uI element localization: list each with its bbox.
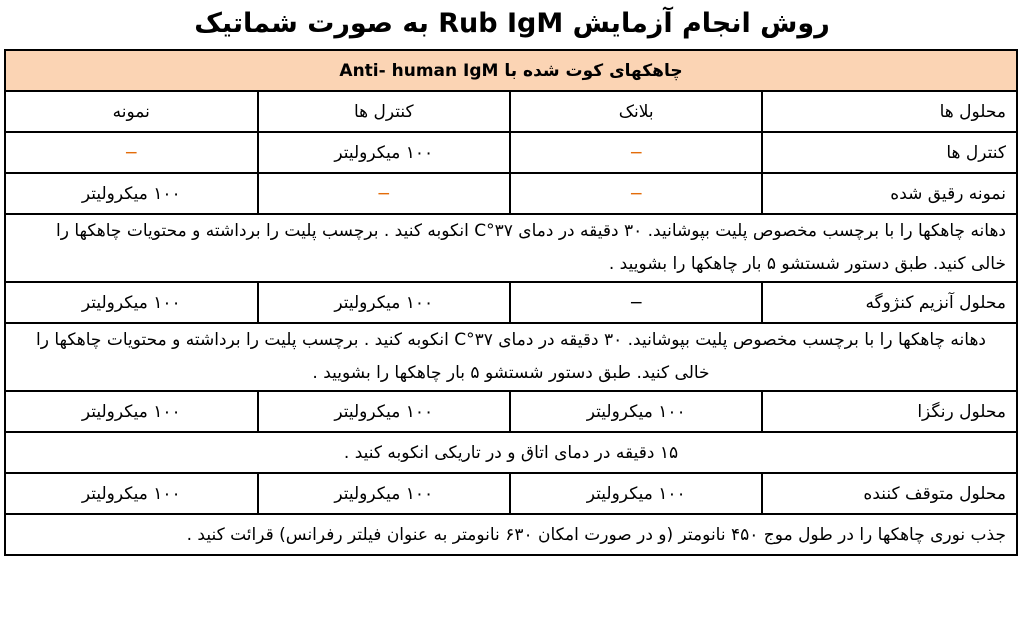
table-row-instruction-4 (5, 514, 1017, 555)
instruction-text: دهانه چاهکها را با برچسب مخصوص پلیت بپوشانید. ۳۰ دقیقه در دمای ۳۷°C انکوبه کنید . برچسب پلیت را برداشته و محتویات چاهکها را خالی کنید. طبق دستور شستشو ۵ بار چاهکها را بشویید . (5, 323, 1017, 391)
volume-cell: ۱۰۰ میکرولیتر (258, 282, 510, 323)
dash-cell: − (510, 282, 762, 323)
table-row-enzyme (5, 282, 1017, 323)
instruction-text: جذب نوری چاهکها را در طول موج ۴۵۰ نانومتر (و در صورت امکان ۶۳۰ نانومتر به عنوان فیلتر رفرانس) قرائت کنید . (5, 514, 1017, 555)
column-header-solutions: محلول ها (762, 91, 1017, 132)
volume-cell: ۱۰۰ میکرولیتر (258, 473, 510, 514)
dash-cell: − (5, 132, 258, 173)
table-header: چاهکهای کوت شده با Anti- human IgM (5, 50, 1017, 91)
volume-cell: ۱۰۰ میکرولیتر (510, 391, 762, 432)
row-label: کنترل ها (762, 132, 1017, 173)
columns-row (5, 91, 1017, 132)
row-label: محلول رنگزا (762, 391, 1017, 432)
row-label: محلول آنزیم کنژوگه (762, 282, 1017, 323)
table-row-controls (5, 132, 1017, 173)
column-header-sample: نمونه (5, 91, 258, 132)
row-label: نمونه رقیق شده (762, 173, 1017, 214)
table-row-instruction-1 (5, 214, 1017, 282)
table-row-chromogen (5, 391, 1017, 432)
volume-cell: ۱۰۰ میکرولیتر (510, 473, 762, 514)
column-header-controls: کنترل ها (258, 91, 510, 132)
table-header-row (5, 50, 1017, 91)
table-row-diluted-sample (5, 173, 1017, 214)
dash-cell: − (510, 132, 762, 173)
volume-cell: ۱۰۰ میکرولیتر (5, 391, 258, 432)
volume-cell: ۱۰۰ میکرولیتر (258, 132, 510, 173)
table-row-instruction-2 (5, 323, 1017, 391)
page-title: روش انجام آزمایش Rub IgM به صورت شماتیک (194, 8, 830, 39)
volume-cell: ۱۰۰ میکرولیتر (5, 282, 258, 323)
table-row-stop (5, 473, 1017, 514)
volume-cell: ۱۰۰ میکرولیتر (5, 173, 258, 214)
instruction-text: دهانه چاهکها را با برچسب مخصوص پلیت بپوشانید. ۳۰ دقیقه در دمای ۳۷°C انکوبه کنید . برچسب پلیت را برداشته و محتویات چاهکها را خالی کنید. طبق دستور شستشو ۵ بار چاهکها را بشویید . (5, 214, 1017, 282)
row-label: محلول متوقف کننده (762, 473, 1017, 514)
column-header-blank: بلانک (510, 91, 762, 132)
protocol-table (4, 49, 1018, 556)
instruction-text: ۱۵ دقیقه در دمای اتاق و در تاریکی انکوبه کنید . (5, 432, 1017, 473)
dash-cell: − (258, 173, 510, 214)
volume-cell: ۱۰۰ میکرولیتر (5, 473, 258, 514)
dash-cell: − (510, 173, 762, 214)
table-row-instruction-3 (5, 432, 1017, 473)
volume-cell: ۱۰۰ میکرولیتر (258, 391, 510, 432)
